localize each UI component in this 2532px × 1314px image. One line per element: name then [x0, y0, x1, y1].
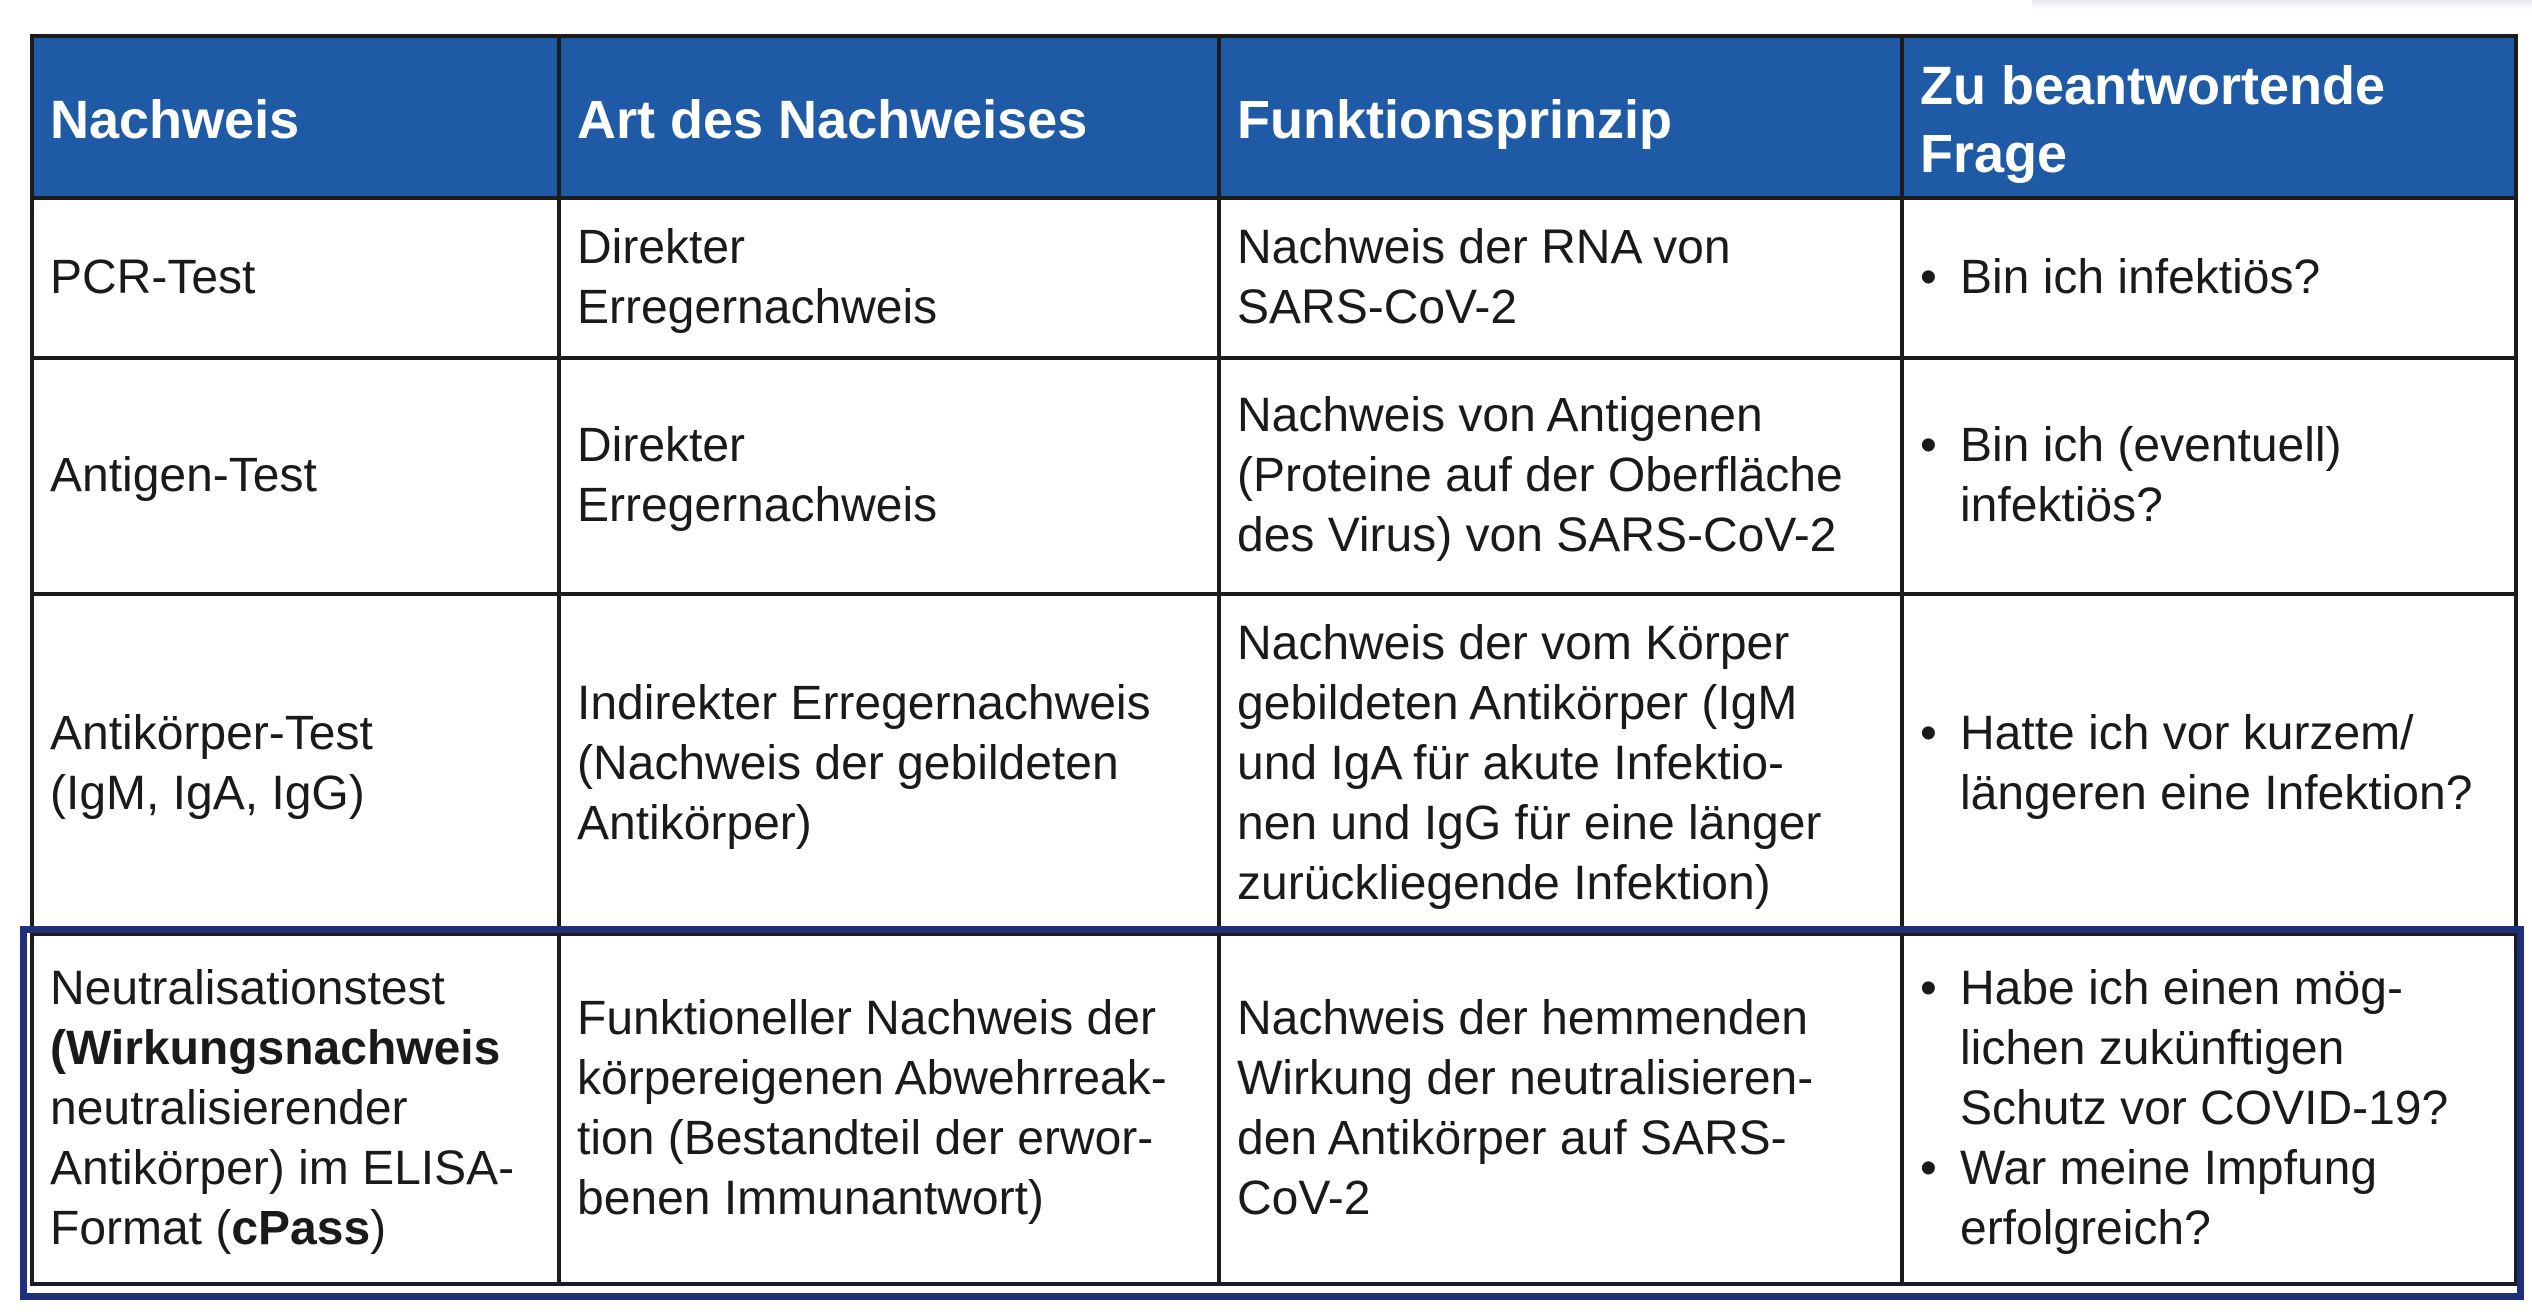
cell-text: und IgA für akute Infektio-: [1237, 737, 1785, 790]
question-text: War meine Impfung: [1960, 1142, 2378, 1195]
cell-text: Nachweis von Antigenen: [1237, 389, 1763, 442]
bullet-icon: •: [1920, 251, 1937, 304]
cell-frage: [1902, 934, 2516, 1284]
cell-text: Antikörper-Test: [50, 707, 373, 760]
cell-prinzip: [1219, 594, 1902, 934]
header-frage: [1902, 36, 2516, 198]
cell-text: Erregernachweis: [577, 281, 938, 334]
header-funktionsprinzip: [1219, 36, 1902, 198]
cell-text: Nachweis der RNA von: [1237, 221, 1731, 274]
cell-text: zurückliegende Infektion): [1237, 857, 1771, 910]
cell-art: [559, 934, 1219, 1284]
cell-text: (Proteine auf der Oberfläche: [1237, 449, 1843, 502]
cell-text: des Virus) von SARS-CoV-2: [1237, 509, 1837, 562]
cell-text: ): [370, 1202, 387, 1255]
cell-prinzip: [1219, 358, 1902, 594]
cell-nachweis: [32, 934, 559, 1284]
question-list: [1920, 959, 2496, 1259]
question-list: [1920, 704, 2496, 824]
cell-text: Funktioneller Nachweis der: [577, 992, 1156, 1045]
cell-text: tion (Bestandteil der erwor-: [577, 1112, 1154, 1165]
cell-text: PCR-Test: [50, 251, 256, 304]
bullet-icon: •: [1920, 707, 1937, 760]
cell-text: (IgM, IgA, IgG): [50, 767, 365, 820]
question-item: [1920, 704, 2496, 824]
question-item: [1920, 1139, 2496, 1259]
cell-frage: [1902, 594, 2516, 934]
cell-text: Antigen-Test: [50, 449, 317, 502]
cell-text: Erregernachweis: [577, 479, 938, 532]
cell-text: SARS-CoV-2: [1237, 281, 1518, 334]
cell-text: gebildeten Antikörper (IgM: [1237, 677, 1798, 730]
question-item: [1920, 959, 2496, 1139]
table-row-antigen: [32, 358, 2516, 594]
test-comparison-table: [30, 34, 2518, 1286]
cell-text-line: [50, 1199, 539, 1259]
page-edge-shadow: [2032, 0, 2532, 10]
question-text: lichen zukünftigen: [1960, 1022, 2345, 1075]
bullet-icon: •: [1920, 1142, 1937, 1195]
question-text: infektiös?: [1960, 479, 2163, 532]
header-text: Zu beantwortende: [1920, 56, 2386, 116]
header-nachweis: [32, 36, 559, 198]
table-row-neutralisationstest: [32, 934, 2516, 1284]
cell-prinzip: [1219, 934, 1902, 1284]
bullet-icon: •: [1920, 962, 1937, 1015]
cell-text: Indirekter Erregernachweis: [577, 677, 1151, 730]
cell-text: körpereigenen Abwehrreak-: [577, 1052, 1167, 1105]
cpass-label: cPass: [231, 1202, 371, 1255]
question-item: [1920, 416, 2496, 536]
cell-text: den Antikörper auf SARS-: [1237, 1112, 1787, 1165]
cell-text: CoV-2: [1237, 1172, 1371, 1225]
cell-art: [559, 358, 1219, 594]
comparison-table-wrapper: [30, 34, 2514, 1286]
cell-nachweis: [32, 594, 559, 934]
cell-text: Nachweis der vom Körper: [1237, 617, 1790, 670]
header-text: Nachweis: [50, 90, 300, 150]
cell-art: [559, 594, 1219, 934]
cell-text: Antikörper) im ELISA-: [50, 1142, 515, 1195]
bullet-icon: •: [1920, 419, 1937, 472]
cell-nachweis: [32, 358, 559, 594]
cell-text: benen Immunantwort): [577, 1172, 1044, 1225]
header-row: [32, 36, 2516, 198]
cell-text: Direkter: [577, 221, 746, 274]
cell-frage: [1902, 358, 2516, 594]
cell-art: [559, 198, 1219, 358]
header-text: Frage: [1920, 124, 2068, 184]
cell-text: Format (: [50, 1202, 232, 1255]
cell-text: nen und IgG für eine länger: [1237, 797, 1822, 850]
question-text: Bin ich infektiös?: [1960, 251, 2321, 304]
question-text: erfolgreich?: [1960, 1202, 2211, 1255]
table-row-pcr: [32, 198, 2516, 358]
cell-frage: [1902, 198, 2516, 358]
cell-text: neutralisierender: [50, 1082, 408, 1135]
header-art: [559, 36, 1219, 198]
table-row-antikoerper: [32, 594, 2516, 934]
cell-text-bold: (Wirkungsnachweis: [50, 1022, 501, 1075]
cell-text: Antikörper): [577, 797, 812, 850]
cell-text: Nachweis der hemmenden: [1237, 992, 1808, 1045]
question-list: [1920, 248, 2496, 308]
question-item: [1920, 248, 2496, 308]
question-text: längeren eine Infektion?: [1960, 767, 2473, 820]
cell-prinzip: [1219, 198, 1902, 358]
cell-nachweis: [32, 198, 559, 358]
question-list: [1920, 416, 2496, 536]
cell-text: Neutralisationstest: [50, 962, 445, 1015]
cell-text: (Nachweis der gebildeten: [577, 737, 1119, 790]
question-text: Hatte ich vor kurzem/: [1960, 707, 2414, 760]
question-text: Schutz vor COVID-19?: [1960, 1082, 2449, 1135]
question-text: Bin ich (eventuell): [1960, 419, 2342, 472]
cell-text: Wirkung der neutralisieren-: [1237, 1052, 1814, 1105]
header-text: Art des Nachweises: [577, 90, 1088, 150]
question-text: Habe ich einen mög-: [1960, 962, 2403, 1015]
header-text: Funktionsprinzip: [1237, 90, 1672, 150]
cell-text: Direkter: [577, 419, 746, 472]
